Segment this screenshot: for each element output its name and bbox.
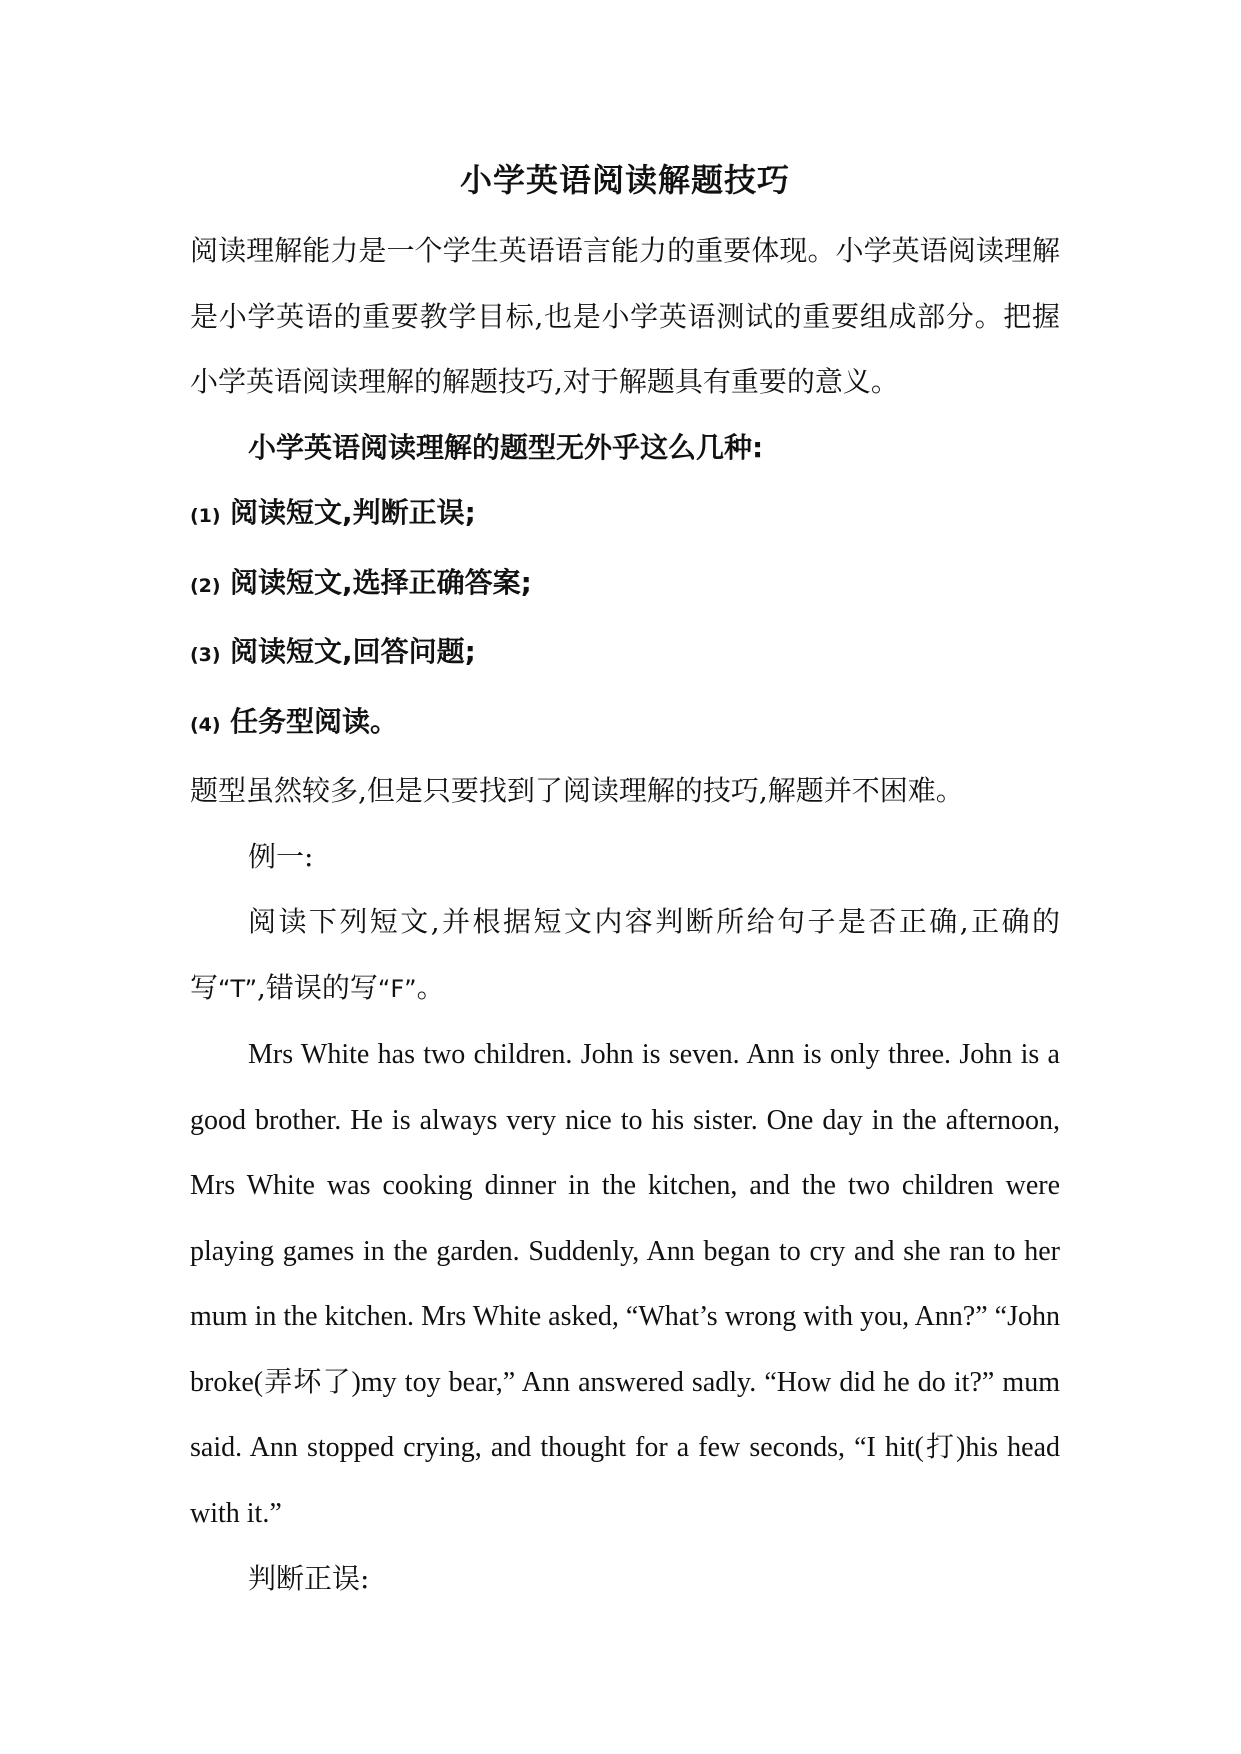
list-item-text: 阅读短文,回答问题; [230,635,476,668]
true-marker: “T” [218,974,258,1003]
list-item-text: 阅读短文,判断正误; [230,496,476,529]
summary-paragraph: 题型虽然较多,但是只要找到了阅读理解的技巧,解题并不困难。 [190,774,964,807]
list-item [190,619,1060,689]
instruction-text: ,错误的写 [257,970,378,1004]
reading-passage: Mrs White has two children. John is seven. Ann is only three. John is a good brother. He is always very nice to his sister. One day in the afternoon, Mrs White was cooking dinner in the kitchen, and the two children were playing games in the garden. Suddenly, Ann began to cry and she ran to her mum in the kitchen. Mrs White asked, “What’s wrong with you, Ann?” “John broke(弄坏了)my toy bear,” Ann answered sadly. “How did he do it?” mum said. Ann stopped crying, and thought for a few seconds, “I hit(打)his head with it.” [190,1039,1060,1529]
example-label: 例一: [248,839,314,873]
list-item-number: (4) [190,713,221,736]
intro-paragraph: 阅读理解能力是一个学生英语语言能力的重要体现。小学英语阅读理解是小学英语的重要教学目标,也是小学英语测试的重要组成部分。把握小学英语阅读理解的解题技巧,对于解题具有重要的意义。 [190,234,1060,398]
instruction-text: 阅读下列短文,并根据短文内容判断所给句子是否正确,正确的写 [190,905,1060,1004]
judge-label: 判断正误: [248,1562,370,1595]
instruction-end: 。 [416,970,445,1004]
question-types-heading: 小学英语阅读理解的题型无外乎这么几种: [248,430,764,464]
list-item-text: 任务型阅读。 [230,704,399,738]
list-item-number: (2) [190,574,221,597]
list-item [190,550,1060,620]
list-item-text: 阅读短文,选择正确答案; [230,565,532,599]
document-title: 小学英语阅读解题技巧 [459,161,790,199]
instruction-paragraph [190,889,1060,1022]
list-item [190,689,1060,759]
list-item [190,480,1060,550]
list-item-number: (3) [190,644,221,666]
document-body [190,158,1060,1612]
false-marker: “F” [377,974,417,1003]
question-types-list [190,480,1060,758]
list-item-number: (1) [190,505,221,527]
